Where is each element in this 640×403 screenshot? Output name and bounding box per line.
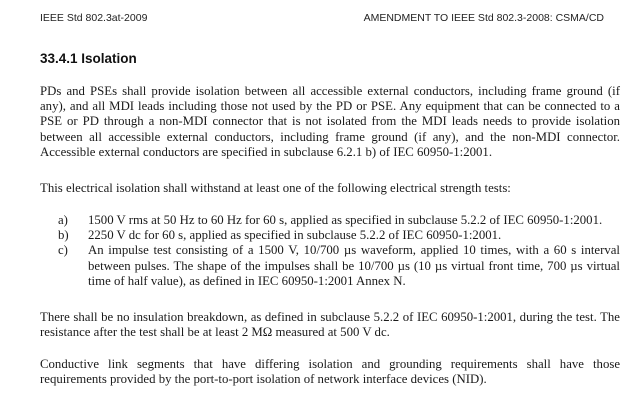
list-item [40, 213, 620, 228]
isolation-requirements-paragraph: PDs and PSEs shall provide isolation between all accessible external conductors, including frame ground (if any), and all MDI leads including those not used by the PD or PSE. Any equipment that can be connected to a PSE or PD through a non-MDI connector that is not isolated from the MDI leads needs to provide isolation between all accessible external conductors, including frame ground (if any), and the non-MDI connector. Accessible external conductors are specified in subclause 6.2.1 b) of IEC 60950-1:2001. [40, 84, 620, 159]
list-item-text: An impulse test consisting of a 1500 V, 10/700 µs waveform, applied 10 times, with a 60 s interval between pulses. The shape of the impulses shall be 10/700 µs (10 µs virtual front time, 700 µs virtual time of half value), as defined in IEC 60950-1:2001 Annex N. [88, 243, 620, 288]
list-marker: a) [58, 213, 68, 227]
strength-test-list [40, 213, 620, 289]
list-marker: b) [58, 228, 69, 243]
section-heading: 33.4.1 Isolation [40, 51, 137, 66]
list-item [40, 228, 620, 243]
standard-designation: IEEE Std 802.3at-2009 [40, 12, 148, 24]
list-marker: c) [58, 243, 68, 258]
list-item-text: 2250 V dc for 60 s, applied as specified in subclause 5.2.2 of IEC 60950-1:2001. [88, 228, 502, 243]
link-segments-paragraph: Conductive link segments that have differing isolation and grounding requirements shall have those requirements provided by the port-to-port isolation of network interface devices (NID). [40, 357, 620, 387]
breakdown-resistance-paragraph: There shall be no insulation breakdown, as defined in subclause 5.2.2 of IEC 60950-1:2001, during the test. The resistance after the test shall be at least 2 MΩ measured at 500 V dc. [40, 310, 620, 340]
list-item-text: 1500 V rms at 50 Hz to 60 Hz for 60 s, applied as specified in subclause 5.2.2 of IEC 60950-1:2001. [88, 213, 603, 227]
list-item [40, 243, 620, 289]
strength-tests-intro: This electrical isolation shall withstand at least one of the following electrical strength tests: [40, 181, 511, 195]
amendment-title: AMENDMENT TO IEEE Std 802.3-2008: CSMA/CD [363, 12, 604, 24]
